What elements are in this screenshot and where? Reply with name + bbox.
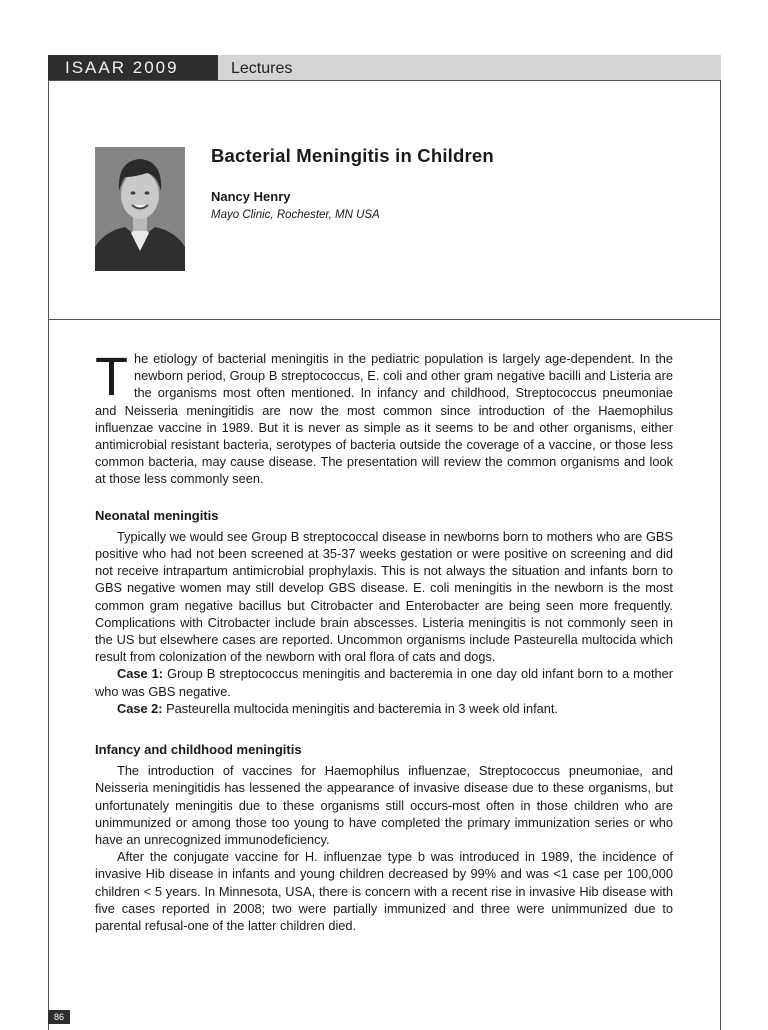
section-divider (48, 319, 721, 320)
portrait-image (95, 147, 185, 271)
childhood-heading: Infancy and childhood meningitis (95, 742, 302, 758)
neonatal-paragraph: Typically we would see Group B streptococcal disease in newborns born to mothers who are GBS positive who had not been screened at 35-37 weeks gestation or were positive on screening and did not receive intrapartum antimicrobial prophylaxis. This is not always the situation and infants born to GBS negative women may still develop GBS disease. E. coli meningitis in the newborn is the most common gram negative bacillus but Citrobacter and Enterobacter are being seen more frequently. Complications with Citrobacter include brain abscesses. Listeria meningitis is not commonly seen in the US but elsewhere cases are reported. Uncommon organisms include Pasteurella multocida which result from colonization of the newborn with oral flora of cats and dogs. (95, 528, 673, 665)
title-block (211, 145, 691, 221)
series-label: ISAAR 2009 (48, 55, 218, 80)
case-1-text: Group B streptococcus meningitis and bacteremia in one day old infant born to a mother who was GBS negative. (95, 666, 673, 699)
childhood-paragraph-2: After the conjugate vaccine for H. influenzae type b was introduced in 1989, the incidence of invasive Hib disease in infants and young children decreased by 99% and was <1 case per 100,000 children < 5 years. In Minnesota, USA, there is concern with a recent rise in invasive Hib disease with five cases reported in 2008; two were partially immunized and three were unimmunized due to parental refusal-one of the latter children died. (95, 849, 673, 934)
drop-cap: T (95, 347, 128, 407)
case-2 (95, 700, 673, 717)
header-bar (48, 55, 721, 81)
section-label: Lectures (231, 60, 293, 77)
case-1 (95, 665, 673, 699)
author-photo (95, 147, 185, 271)
intro-paragraph (95, 347, 673, 488)
case-2-text: Pasteurella multocida meningitis and bacteremia in 3 week old infant. (162, 700, 559, 716)
author-affiliation: Mayo Clinic, Rochester, MN USA (211, 209, 380, 221)
case-2-label: Case 2: (117, 700, 163, 716)
intro-text: he etiology of bacterial meningitis in the pediatric population is largely age-dependent. In the newborn period, Group B streptococcus, E. coli and other gram negative bacilli and Listeria are the organisms most often mentioned. In infancy and childhood, Streptococcus pneumoniae and Neisseria meningitidis are now the most common since introduction of the Haemophilus influenzae vaccine in 1989. But it is never as simple as it seems to be and other organisms, either antimicrobial resistant bacteria, serotypes of bacteria outside the coverage of a vaccine, or those less common bacteria, may cause disease. The presentation will review the common organisms and look at those less commonly seen. (95, 351, 673, 487)
neonatal-heading: Neonatal meningitis (95, 507, 219, 523)
childhood-paragraph-1: The introduction of vaccines for Haemophilus influenzae, Streptococcus pneumoniae, and Neisseria meningitidis has lessened the appearance of invasive disease due to these organisms, but unfortunately meningitis due to these organisms still occurs-most often in those children who are unimmunized or among those too young to have completed the primary immunization series or who have an unrecognized immunodeficiency. (95, 763, 673, 848)
case-1-label: Case 1: (117, 666, 164, 682)
article-title: Bacterial Meningitis in Children (211, 145, 494, 166)
article-body (95, 347, 673, 934)
page-number: 86 (48, 1010, 70, 1024)
author-name: Nancy Henry (211, 189, 291, 204)
